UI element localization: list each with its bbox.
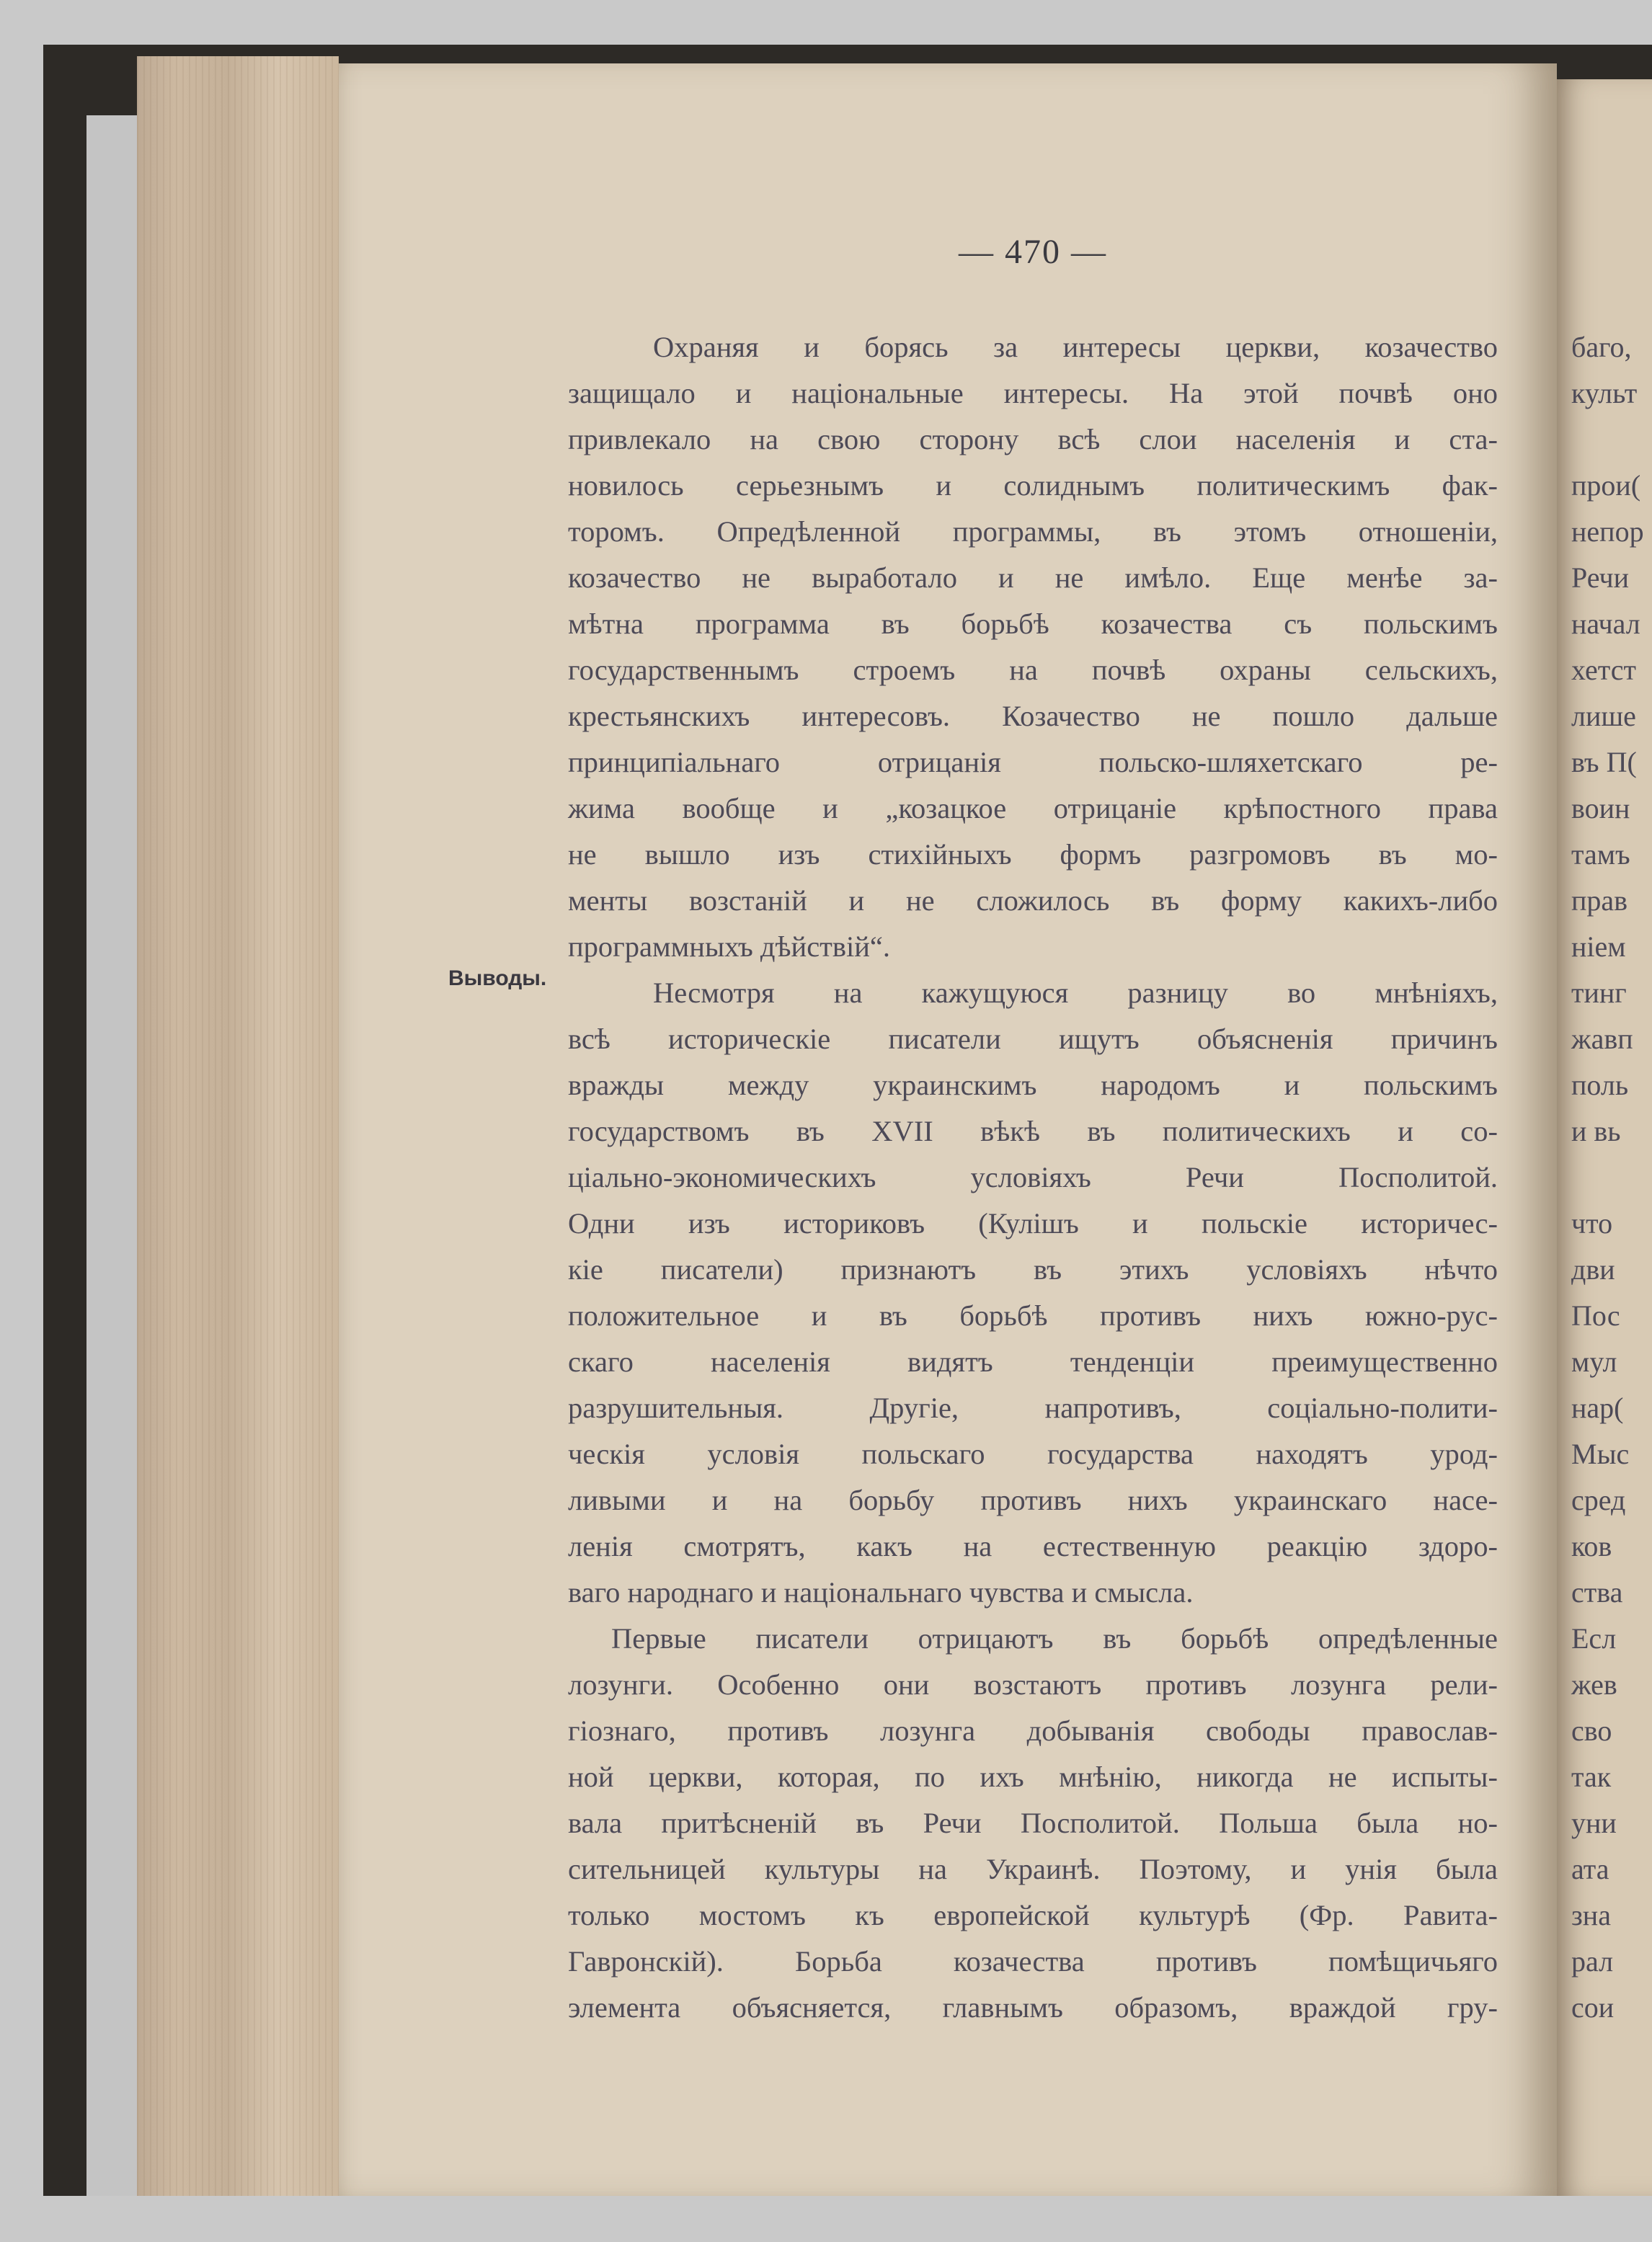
facing-page-fragment: въ П(	[1571, 746, 1637, 778]
facing-page-fragment: Есл	[1571, 1622, 1617, 1655]
facing-page-fragment: сред	[1571, 1484, 1626, 1516]
text-line: Гавронскій). Борьба козачества противъ помѣщичьяго	[568, 1945, 1498, 1978]
facing-page-fragment: жавп	[1571, 1023, 1633, 1055]
text-line: мѣтна программа въ борьбѣ козачества съ польскимъ	[568, 608, 1498, 640]
text-line: положительное и въ борьбѣ противъ нихъ южно-рус-	[568, 1299, 1498, 1332]
scan-margin-strip	[86, 115, 137, 2196]
facing-page-fragment: рал	[1571, 1945, 1614, 1978]
text-line: не вышло изъ стихійныхъ формъ разгромовъ въ мо-	[568, 838, 1498, 871]
text-line: принципіальнаго отрицанія польско-шляхетскаго ре-	[568, 746, 1498, 778]
text-line: защищало и національные интересы. На этой почвѣ оно	[568, 377, 1498, 409]
facing-page-fragment: тинг	[1571, 977, 1627, 1009]
text-line: гіознаго, противъ лозунга добыванія свободы православ-	[568, 1714, 1498, 1747]
facing-page-fragment: культ	[1571, 377, 1638, 409]
facing-page-fragment: сво	[1571, 1714, 1612, 1747]
facing-page-fragment: поль	[1571, 1069, 1629, 1101]
facing-page-fragment: тамъ	[1571, 838, 1630, 871]
text-line: Первые писатели отрицаютъ въ борьбѣ опредѣленные	[611, 1622, 1498, 1655]
facing-page-fragment: жев	[1571, 1668, 1617, 1701]
text-line: ленія смотрятъ, какъ на естественную реакцію здоро-	[568, 1530, 1498, 1562]
facing-page-fragment: ніем	[1571, 930, 1626, 963]
facing-page-fragment: ата	[1571, 1853, 1609, 1885]
facing-page-fragment: что	[1571, 1207, 1613, 1240]
text-line: государствомъ въ XVII вѣкѣ въ политическихъ и со-	[568, 1115, 1498, 1147]
facing-page-fragment: Пос	[1571, 1299, 1620, 1332]
facing-page-fragment: Мыс	[1571, 1438, 1630, 1470]
text-line: вала притѣсненій въ Речи Посполитой. Польша была но-	[568, 1807, 1498, 1839]
text-line: сительницей культуры на Украинѣ. Поэтому, и унія была	[568, 1853, 1498, 1885]
text-line: жима вообще и „козацкое отрицаніе крѣпостного права	[568, 792, 1498, 824]
facing-page-fragment: и вь	[1571, 1115, 1621, 1147]
facing-page-text	[1571, 324, 1644, 2031]
facing-page-fragment: ства	[1571, 1576, 1623, 1609]
text-line: новилось серьезнымъ и солиднымъ политическимъ фак-	[568, 469, 1498, 502]
facing-page-fragment: нар(	[1571, 1392, 1624, 1424]
facing-page-fragment: уни	[1571, 1807, 1617, 1839]
text-line: всѣ историческіе писатели ищутъ объясненія причинъ	[568, 1023, 1498, 1055]
text-line: кіе писатели) признаютъ въ этихъ условіяхъ нѣчто	[568, 1253, 1498, 1286]
text-line: элемента объясняется, главнымъ образомъ, враждой гру-	[568, 1991, 1498, 2024]
facing-page-fragment: непор	[1571, 515, 1644, 548]
facing-page-fragment: баго,	[1571, 331, 1632, 363]
facing-page-fragment: прои(	[1571, 469, 1641, 502]
facing-page-fragment: сои	[1571, 1991, 1615, 2024]
facing-page-fragment: дви	[1571, 1253, 1615, 1286]
text-line: вражды между украинскимъ народомъ и польскимъ	[568, 1069, 1498, 1101]
text-line: ной церкви, которая, по ихъ мнѣнію, никогда не испыты-	[568, 1761, 1498, 1793]
facing-page-fragment: так	[1571, 1761, 1612, 1793]
facing-page-fragment: воин	[1571, 792, 1630, 824]
text-line: Несмотря на кажущуюся разницу во мнѣніяхъ,	[653, 977, 1498, 1009]
text-line: ваго народнаго и національнаго чувства и смысла.	[568, 1576, 1194, 1609]
margin-note: Выводы.	[448, 966, 547, 990]
facing-page-fragment: прав	[1571, 884, 1628, 917]
book-page-edges	[137, 56, 339, 2196]
text-line: ческія условія польскаго государства находятъ урод-	[568, 1438, 1498, 1470]
text-line: ливыми и на борьбу противъ нихъ украинскаго насе-	[568, 1484, 1498, 1516]
facing-page-fragment: ков	[1571, 1530, 1612, 1562]
text-line: только мостомъ къ европейской культурѣ (Фр. Равита-	[568, 1899, 1498, 1931]
text-line: разрушительныя. Другіе, напротивъ, соціально-полити-	[568, 1392, 1498, 1424]
text-line: лозунги. Особенно они возстаютъ противъ лозунга рели-	[568, 1668, 1498, 1701]
text-line: козачество не выработало и не имѣло. Еще менѣе за-	[568, 561, 1498, 594]
text-line: ціально-экономическихъ условіяхъ Речи Посполитой.	[568, 1161, 1498, 1193]
text-line: привлекало на свою сторону всѣ слои населенія и ста-	[568, 423, 1498, 455]
text-line: скаго населенія видятъ тенденціи преимущественно	[568, 1345, 1498, 1378]
text-line: торомъ. Опредѣленной программы, въ этомъ отношеніи,	[568, 515, 1498, 548]
page-body-text	[568, 324, 1498, 2031]
text-line: Охраняя и борясь за интересы церкви, козачество	[653, 331, 1498, 363]
page-number: — 470 —	[959, 233, 1107, 271]
facing-page-fragment: лише	[1571, 700, 1636, 732]
facing-page-fragment: зна	[1571, 1899, 1611, 1931]
facing-page-fragment	[1571, 1155, 1644, 1201]
text-line: государственнымъ строемъ на почвѣ охраны сельскихъ,	[568, 654, 1498, 686]
facing-page-fragment: мул	[1571, 1345, 1617, 1378]
text-line: крестьянскихъ интересовъ. Козачество не пошло дальше	[568, 700, 1498, 732]
facing-page-fragment: хетст	[1571, 654, 1636, 686]
facing-page-fragment	[1571, 417, 1644, 463]
text-line: программныхъ дѣйствій“.	[568, 930, 891, 963]
facing-page-fragment: начал	[1571, 608, 1640, 640]
text-line: менты возстаній и не сложилось въ форму какихъ-либо	[568, 884, 1498, 917]
text-line: Одни изъ историковъ (Кулішъ и польскіе историчес-	[568, 1207, 1498, 1240]
facing-page-fragment: Речи	[1571, 561, 1629, 594]
